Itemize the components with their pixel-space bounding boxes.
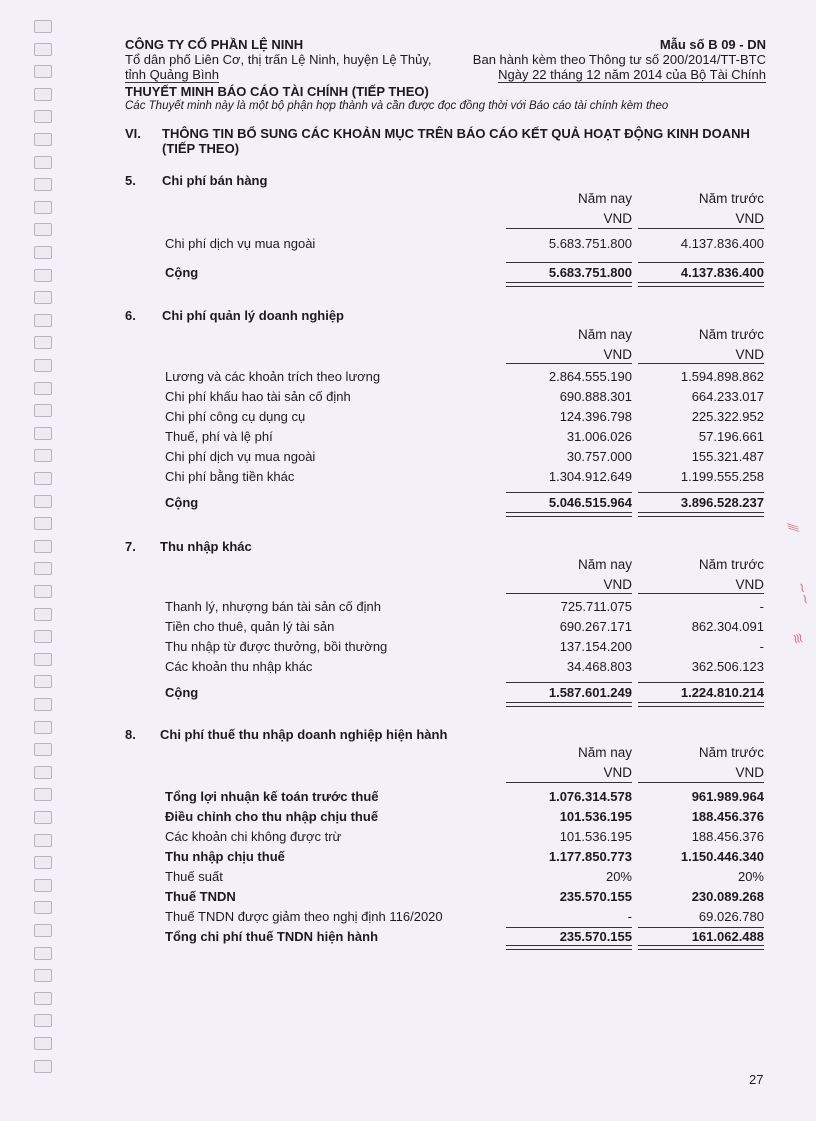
binding-ring	[34, 156, 52, 169]
binding-ring	[34, 856, 52, 869]
page-number: 27	[749, 1072, 764, 1087]
binding-ring	[34, 562, 52, 575]
binding-ring	[34, 698, 52, 711]
table-row-label: Tiền cho thuê, quản lý tài sản	[165, 619, 335, 634]
table-row-label: Thuế suất	[165, 869, 223, 884]
table-row-current: 1.076.314.578	[548, 789, 632, 804]
binding-ring	[34, 88, 52, 101]
table-row-previous: 1.594.898.862	[680, 369, 764, 384]
form-number: Mẫu số B 09 - DN	[659, 37, 766, 52]
total-label: Tổng chi phí thuế TNDN hiện hành	[165, 929, 379, 944]
table-row-label: Chi phí bằng tiền khác	[165, 469, 295, 484]
double-rule	[638, 945, 764, 950]
col-unit-label: VND	[603, 577, 632, 592]
table-row-previous: 664.233.017	[691, 389, 764, 404]
binding-ring	[34, 336, 52, 349]
double-rule	[506, 512, 632, 517]
note8-number: 8.	[125, 727, 136, 742]
table-row-previous: 1.150.446.340	[680, 849, 764, 864]
double-rule	[506, 945, 632, 950]
binding-ring	[34, 788, 52, 801]
rule	[638, 682, 764, 683]
binding-ring	[34, 291, 52, 304]
table-row-current: 1.177.850.773	[548, 849, 632, 864]
stamp-mark: ⁄⁄⁄	[784, 522, 803, 534]
rule	[506, 593, 632, 594]
col-unit-label: VND	[603, 211, 632, 226]
rule	[638, 927, 764, 928]
total-previous: 161.062.488	[691, 929, 764, 944]
double-rule	[638, 282, 764, 287]
binding-ring	[34, 178, 52, 191]
table-row-label: Thu nhập chịu thuế	[165, 849, 285, 864]
binding-ring	[34, 924, 52, 937]
note8-col-current	[522, 743, 632, 783]
binding-ring	[34, 404, 52, 417]
rule	[506, 228, 632, 229]
binding-ring	[34, 879, 52, 892]
table-row-current: 1.304.912.649	[548, 469, 632, 484]
binding-ring	[34, 653, 52, 666]
binding-ring	[34, 834, 52, 847]
table-row-label: Điều chỉnh cho thu nhập chịu thuế	[165, 809, 379, 824]
table-row-current: 101.536.195	[559, 809, 632, 824]
table-row-previous: 225.322.952	[691, 409, 764, 424]
total-previous: 4.137.836.400	[680, 265, 764, 280]
col-unit-label: VND	[603, 765, 632, 780]
table-row-current: 101.536.195	[559, 829, 632, 844]
section-number: VI.	[125, 126, 141, 141]
rule	[506, 927, 632, 928]
total-current: 5.046.515.964	[548, 495, 632, 510]
col-last-year-label: Năm trước	[698, 327, 764, 342]
rule	[638, 228, 764, 229]
table-row-current: 34.468.803	[566, 659, 632, 674]
table-row-label: Các khoản thu nhập khác	[165, 659, 313, 674]
note7-number: 7.	[125, 539, 136, 554]
binding-ring	[34, 43, 52, 56]
table-row-label: Lương và các khoản trích theo lương	[165, 369, 381, 384]
binding-ring	[34, 1060, 52, 1073]
binding-ring	[34, 1037, 52, 1050]
col-last-year-label: Năm trước	[698, 745, 764, 760]
table-row-current: 5.683.751.800	[548, 236, 632, 251]
binding-ring	[34, 630, 52, 643]
col-unit-label: VND	[735, 211, 764, 226]
issued-line2: Ngày 22 tháng 12 năm 2014 của Bộ Tài Chính	[498, 67, 766, 82]
section-title-line1: THÔNG TIN BỔ SUNG CÁC KHOẢN MỤC TRÊN BÁO CÁO KẾT QUẢ HOẠT ĐỘNG KINH DOANH	[162, 126, 750, 141]
binding-ring	[34, 314, 52, 327]
table-row-previous: 1.199.555.258	[680, 469, 764, 484]
table-row-label: Tổng lợi nhuận kế toán trước thuế	[165, 789, 379, 804]
binding-ring	[34, 110, 52, 123]
note6-col-current	[522, 325, 632, 365]
binding-ring	[34, 721, 52, 734]
binding-ring	[34, 766, 52, 779]
table-row-label: Chi phí dịch vụ mua ngoài	[165, 236, 316, 251]
col-unit-label: VND	[735, 577, 764, 592]
table-row-label: Chi phí công cụ dụng cụ	[165, 409, 306, 424]
doc-title: THUYẾT MINH BÁO CÁO TÀI CHÍNH (TIẾP THEO)	[125, 84, 429, 99]
binding-ring	[34, 608, 52, 621]
note8-col-previous	[654, 743, 764, 783]
binding-ring	[34, 495, 52, 508]
company-name: CÔNG TY CỔ PHẦN LỆ NINH	[125, 37, 304, 52]
binding-ring	[34, 269, 52, 282]
table-row-previous: 188.456.376	[691, 829, 764, 844]
binding-ring	[34, 517, 52, 530]
doc-note: Các Thuyết minh này là một bộ phận hợp thành và cần được đọc đồng thời với Báo cáo tài chính kèm theo	[125, 100, 669, 112]
table-row-previous: 961.989.964	[691, 789, 764, 804]
table-row-label: Thuế TNDN	[165, 889, 236, 904]
total-label: Cộng	[165, 685, 199, 700]
table-row-current: 124.396.798	[559, 409, 632, 424]
binding-ring	[34, 223, 52, 236]
binding-ring	[34, 20, 52, 33]
note5-number: 5.	[125, 173, 136, 188]
table-row-previous: 69.026.780	[698, 909, 764, 924]
binding-ring	[34, 540, 52, 553]
note8-title: Chi phí thuế thu nhập doanh nghiệp hiện hành	[160, 727, 448, 742]
binding-ring	[34, 427, 52, 440]
table-row-current: 2.864.555.190	[548, 369, 632, 384]
company-header	[125, 37, 432, 83]
binding-ring	[34, 992, 52, 1005]
table-row-label: Thuế TNDN được giảm theo nghị định 116/2020	[165, 909, 443, 924]
table-row-current: 20%	[605, 869, 632, 884]
table-row-previous: -	[759, 639, 764, 654]
section-title-line2: (TIẾP THEO)	[162, 141, 240, 156]
binding-ring	[34, 359, 52, 372]
col-this-year-label: Năm nay	[577, 327, 632, 342]
rule	[506, 262, 632, 263]
table-row-current: 30.757.000	[566, 449, 632, 464]
table-row-current: 31.006.026	[566, 429, 632, 444]
table-row-label: Các khoản chi không được trừ	[165, 829, 342, 844]
double-rule	[638, 702, 764, 707]
table-row-label: Thuế, phí và lệ phí	[165, 429, 273, 444]
binding-ring	[34, 811, 52, 824]
table-row-current: 690.267.171	[559, 619, 632, 634]
col-unit-label: VND	[735, 765, 764, 780]
note6-number: 6.	[125, 308, 136, 323]
double-rule	[506, 702, 632, 707]
rule	[638, 593, 764, 594]
total-label: Cộng	[165, 265, 199, 280]
col-last-year-label: Năm trước	[698, 191, 764, 206]
col-this-year-label: Năm nay	[577, 557, 632, 572]
stamp-mark: ∼∼	[793, 579, 815, 607]
table-row-previous: 862.304.091	[691, 619, 764, 634]
binding-ring	[34, 1014, 52, 1027]
rule	[638, 492, 764, 493]
note5-col-previous	[654, 189, 764, 229]
stamp-mark: ≋	[789, 630, 808, 647]
note5-title: Chi phí bán hàng	[162, 173, 268, 188]
binding-ring	[34, 65, 52, 78]
binding-ring	[34, 947, 52, 960]
double-rule	[638, 512, 764, 517]
binding-ring	[34, 585, 52, 598]
note7-col-previous	[654, 555, 764, 595]
table-row-current: -	[627, 909, 632, 924]
table-row-label: Thu nhập từ được thưởng, bồi thường	[165, 639, 388, 654]
binding-ring	[34, 901, 52, 914]
table-row-previous: 155.321.487	[691, 449, 764, 464]
binding-ring	[34, 201, 52, 214]
col-unit-label: VND	[735, 347, 764, 362]
rule	[506, 492, 632, 493]
table-row-current: 137.154.200	[559, 639, 632, 654]
table-row-label: Thanh lý, nhượng bán tài sản cố định	[165, 599, 381, 614]
rule	[638, 782, 764, 783]
total-current: 235.570.155	[559, 929, 632, 944]
note6-title: Chi phí quản lý doanh nghiệp	[162, 308, 344, 323]
binding-ring	[34, 675, 52, 688]
total-label: Cộng	[165, 495, 199, 510]
note5-col-current	[522, 189, 632, 229]
issued-line1: Ban hành kèm theo Thông tư số 200/2014/TT-BTC	[472, 52, 766, 67]
col-this-year-label: Năm nay	[577, 745, 632, 760]
rule	[638, 262, 764, 263]
note7-col-current	[522, 555, 632, 595]
col-unit-label: VND	[603, 347, 632, 362]
rule	[506, 782, 632, 783]
company-address-line1: Tổ dân phố Liên Cơ, thị trấn Lệ Ninh, huyện Lệ Thủy,	[125, 52, 432, 67]
table-row-previous: 4.137.836.400	[680, 236, 764, 251]
table-row-current: 235.570.155	[559, 889, 632, 904]
col-last-year-label: Năm trước	[698, 557, 764, 572]
binding-ring	[34, 743, 52, 756]
binding-ring	[34, 969, 52, 982]
total-previous: 1.224.810.214	[680, 685, 764, 700]
table-row-previous: 188.456.376	[691, 809, 764, 824]
table-row-previous: 57.196.661	[698, 429, 764, 444]
binding-ring	[34, 133, 52, 146]
note6-col-previous	[654, 325, 764, 365]
binding-ring	[34, 449, 52, 462]
rule	[506, 363, 632, 364]
rule	[638, 363, 764, 364]
rule	[506, 682, 632, 683]
table-row-previous: 20%	[737, 869, 764, 884]
table-row-previous: 362.506.123	[691, 659, 764, 674]
spiral-binding	[34, 20, 56, 1100]
company-address-line2: tỉnh Quảng Bình	[125, 67, 219, 82]
binding-ring	[34, 246, 52, 259]
table-row-current: 690.888.301	[559, 389, 632, 404]
table-row-current: 725.711.075	[560, 599, 632, 614]
section-title	[162, 126, 750, 156]
double-rule	[506, 282, 632, 287]
note7-title: Thu nhập khác	[160, 539, 252, 554]
col-this-year-label: Năm nay	[577, 191, 632, 206]
total-current: 1.587.601.249	[548, 685, 632, 700]
total-current: 5.683.751.800	[548, 265, 632, 280]
form-header	[473, 37, 766, 83]
table-row-previous: 230.089.268	[691, 889, 764, 904]
table-row-label: Chi phí khấu hao tài sản cố định	[165, 389, 351, 404]
total-previous: 3.896.528.237	[680, 495, 764, 510]
table-row-previous: -	[759, 599, 764, 614]
binding-ring	[34, 472, 52, 485]
binding-ring	[34, 382, 52, 395]
table-row-label: Chi phí dịch vụ mua ngoài	[165, 449, 316, 464]
